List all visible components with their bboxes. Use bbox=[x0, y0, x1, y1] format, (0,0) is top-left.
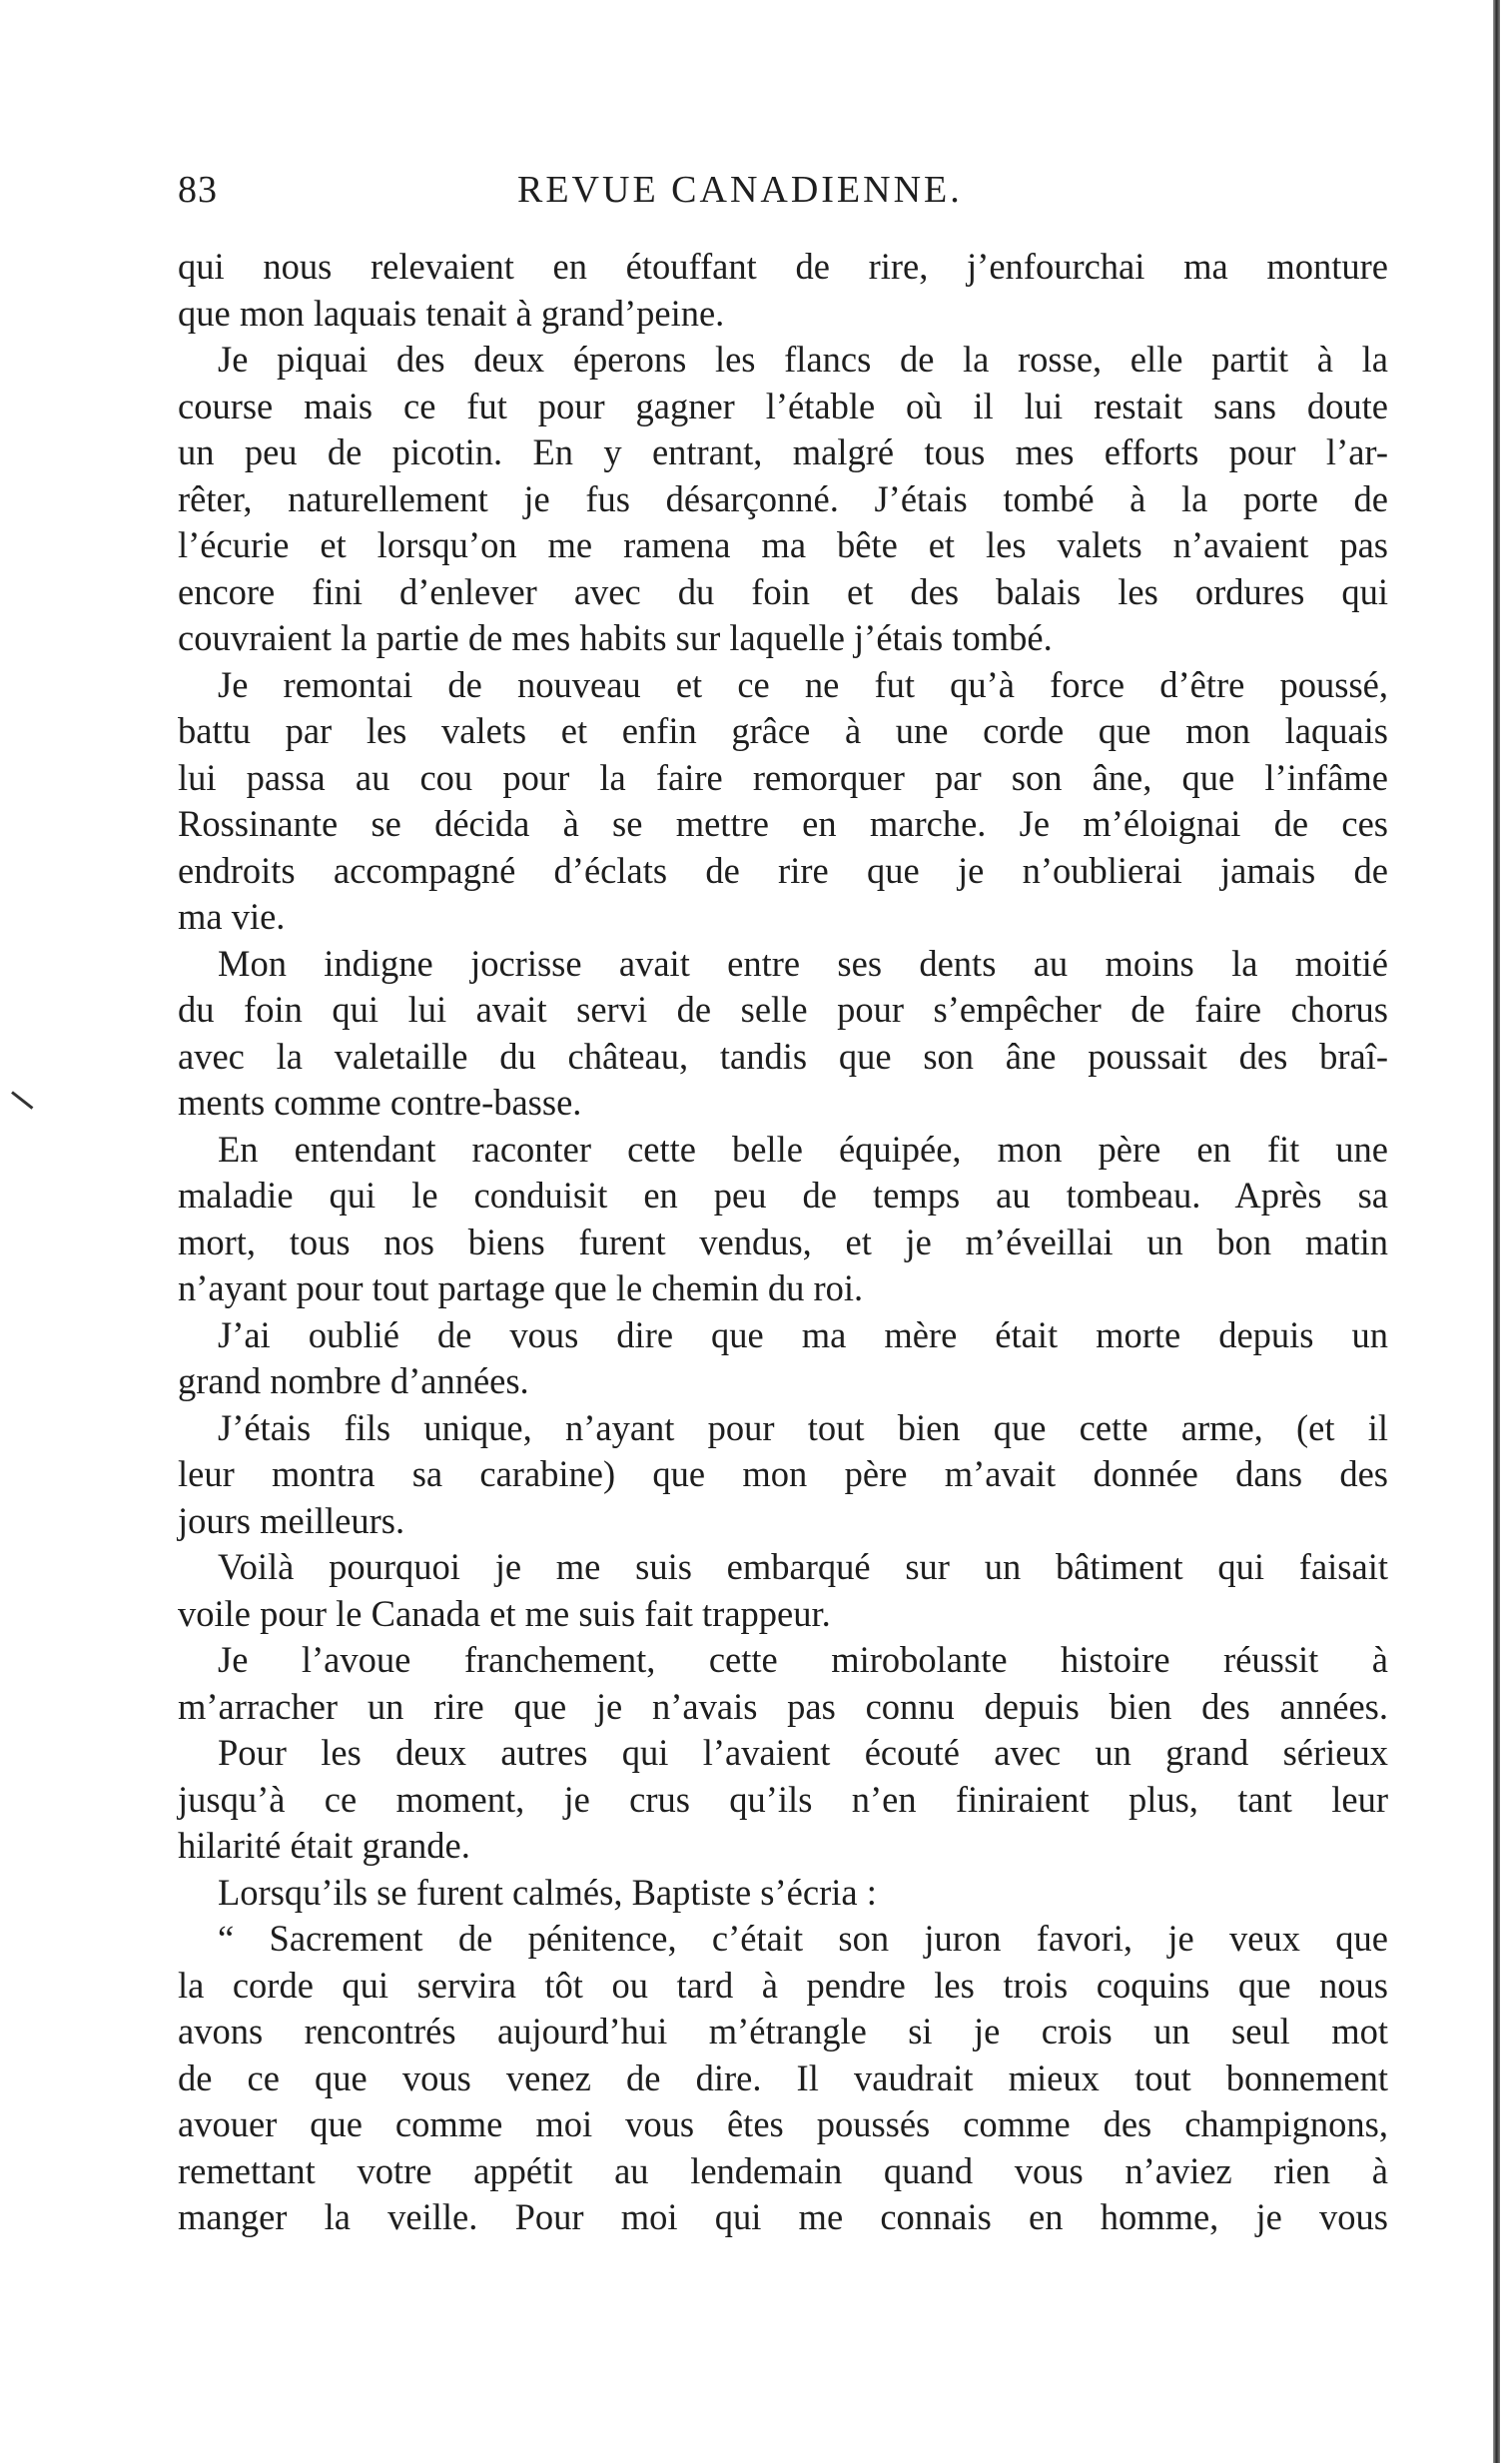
text-line: manger la veille. Pour moi qui me connais en homme, je vous bbox=[178, 2196, 1388, 2237]
text-line: remettant votre appétit au lendemain quand vous n’aviez rien à bbox=[178, 2149, 1388, 2191]
text-line: endroits accompagné d’éclats de rire que je n’oublierai jamais de bbox=[178, 849, 1388, 891]
text-body bbox=[178, 244, 1388, 2241]
text-line: battu par les valets et enfin grâce à une corde que mon laquais bbox=[178, 710, 1388, 751]
text-line: Voilà pourquoi je me suis embarqué sur un bâtiment qui faisait bbox=[218, 1546, 1388, 1587]
text-line: m’arracher un rire que je n’avais pas connu depuis bien des années. bbox=[178, 1685, 1388, 1727]
text-line: Pour les deux autres qui l’avaient écouté avec un grand sérieux bbox=[218, 1732, 1388, 1773]
text-line: avec la valetaille du château, tandis que son âne poussait des braî- bbox=[178, 1035, 1388, 1077]
text-line: qui nous relevaient en étouffant de rire, j’enfourchai ma monture bbox=[178, 246, 1388, 287]
text-line: Lorsqu’ils se furent calmés, Baptiste s’écria : bbox=[218, 1871, 877, 1913]
text-line: Rossinante se décida à se mettre en marche. Je m’éloignai de ces bbox=[178, 803, 1388, 844]
text-line: ments comme contre-basse. bbox=[178, 1082, 582, 1123]
text-line: du foin qui lui avait servi de selle pour s’empêcher de faire chorus bbox=[178, 989, 1388, 1030]
text-line: ma vie. bbox=[178, 896, 286, 937]
text-line: grand nombre d’années. bbox=[178, 1360, 529, 1401]
text-line: Je piquai des deux éperons les flancs de la rosse, elle partit à la bbox=[218, 339, 1388, 380]
text-line: maladie qui le conduisit en peu de temps au tombeau. Après sa bbox=[178, 1175, 1388, 1216]
text-line: un peu de picotin. En y entrant, malgré tous mes efforts pour l’ar- bbox=[178, 431, 1388, 472]
text-line: mort, tous nos biens furent vendus, et je m’éveillai un bon matin bbox=[178, 1221, 1388, 1262]
text-line: que mon laquais tenait à grand’peine. bbox=[178, 292, 725, 334]
text-line: jours meilleurs. bbox=[178, 1499, 405, 1541]
running-head bbox=[178, 168, 1388, 224]
stray-ink-mark bbox=[11, 1091, 33, 1109]
text-line: Je remontai de nouveau et ce ne fut qu’à force d’être poussé, bbox=[218, 663, 1388, 705]
text-line: avouer que comme moi vous êtes poussés comme des champignons, bbox=[178, 2103, 1388, 2144]
text-line: Mon indigne jocrisse avait entre ses dents au moins la moitié bbox=[218, 942, 1388, 984]
page-number: 83 bbox=[178, 169, 218, 211]
text-line: Je l’avoue franchement, cette mirobolante histoire réussit à bbox=[218, 1639, 1388, 1680]
text-line: “ Sacrement de pénitence, c’était son juron favori, je veux que bbox=[218, 1918, 1388, 1959]
binding-edge bbox=[1493, 0, 1500, 2463]
text-line: rêter, naturellement je fus désarçonné. J’étais tombé à la porte de bbox=[178, 477, 1388, 519]
text-line: course mais ce fut pour gagner l’étable où il lui restait sans doute bbox=[178, 385, 1388, 426]
text-line: avons rencontrés aujourd’hui m’étrangle si je crois un seul mot bbox=[178, 2011, 1388, 2052]
text-line: leur montra sa carabine) que mon père m’avait donnée dans des bbox=[178, 1453, 1388, 1494]
text-line: J’ai oublié de vous dire que ma mère était morte depuis un bbox=[218, 1313, 1388, 1355]
text-line: n’ayant pour tout partage que le chemin du roi. bbox=[178, 1267, 864, 1308]
text-line: l’écurie et lorsqu’on me ramena ma bête et les valets n’avaient pas bbox=[178, 524, 1388, 565]
text-line: jusqu’à ce moment, je crus qu’ils n’en finiraient plus, tant leur bbox=[178, 1778, 1388, 1820]
text-line: voile pour le Canada et me suis fait trappeur. bbox=[178, 1592, 831, 1634]
text-line: la corde qui servira tôt ou tard à pendre les trois coquins que nous bbox=[178, 1964, 1388, 2006]
text-line: de ce que vous venez de dire. Il vaudrait mieux tout bonnement bbox=[178, 2056, 1388, 2098]
text-line: hilarité était grande. bbox=[178, 1825, 470, 1866]
journal-title: REVUE CANADIENNE. bbox=[517, 169, 963, 211]
text-line: En entendant raconter cette belle équipée, mon père en fit une bbox=[218, 1128, 1388, 1170]
text-line: encore fini d’enlever avec du foin et des balais les ordures qui bbox=[178, 570, 1388, 612]
text-line: couvraient la partie de mes habits sur laquelle j’étais tombé. bbox=[178, 617, 1053, 658]
text-line: J’étais fils unique, n’ayant pour tout bien que cette arme, (et il bbox=[218, 1406, 1388, 1448]
text-line: lui passa au cou pour la faire remorquer par son âne, que l’infâme bbox=[178, 756, 1388, 798]
